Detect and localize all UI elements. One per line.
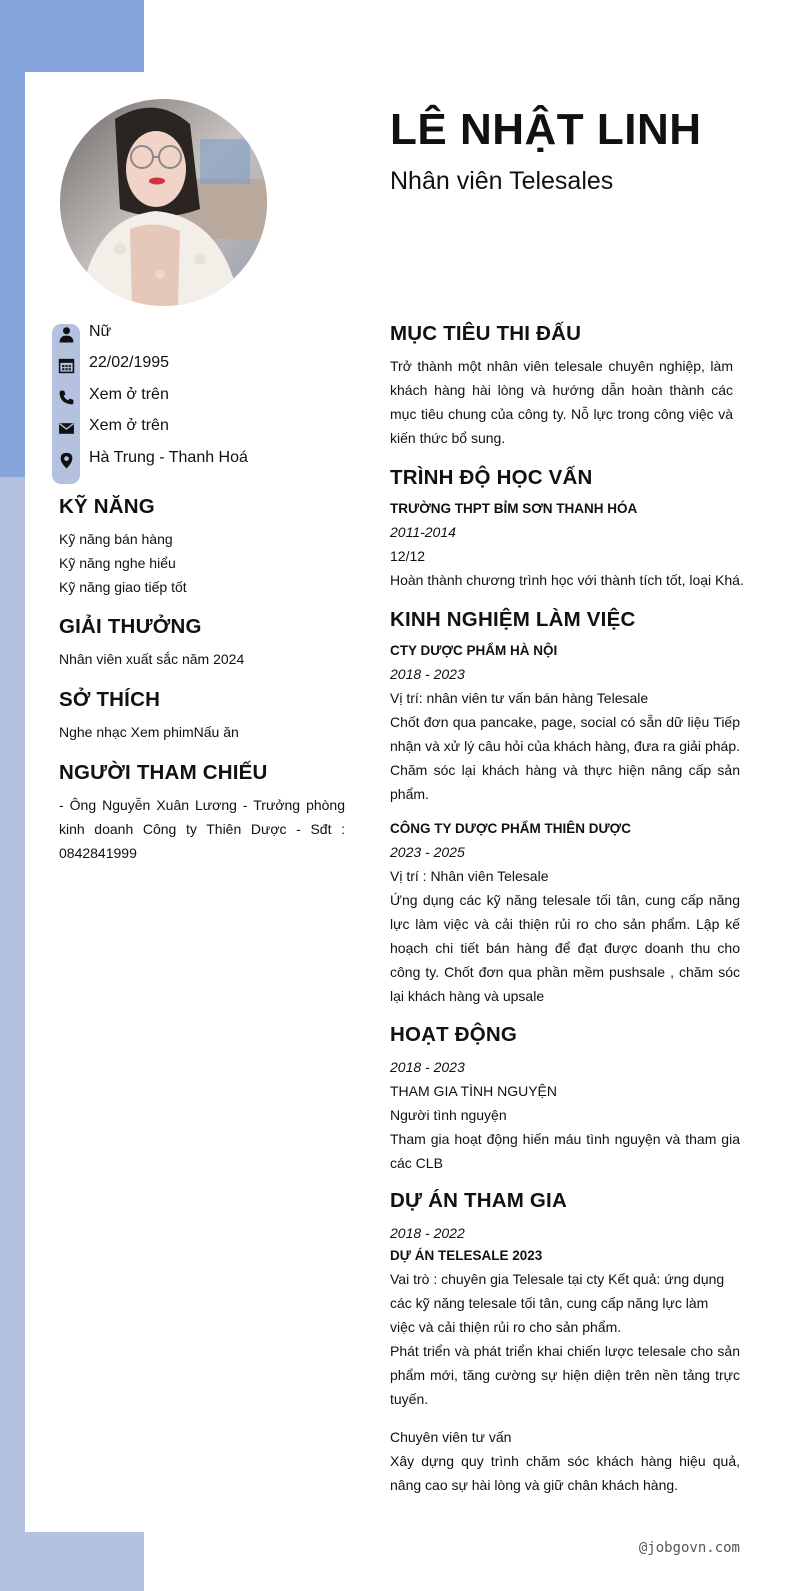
activities-section [390,1022,740,1175]
education-grade: 12/12 [390,548,426,564]
education-description: Hoàn thành chương trình học với thành tích tốt, loại Khá. [390,572,744,588]
candidate-job-title: Nhân viên Telesales [390,167,614,195]
projects-section [390,1188,740,1497]
experience-section [390,607,740,1008]
objective-section [390,321,740,450]
hobbies-text: Nghe nhạc Xem phimNấu ăn [59,724,239,740]
candidate-name: LÊ NHẬT LINH [390,105,702,154]
experience-job [390,640,740,806]
skills-section [59,494,345,599]
profile-photo [60,99,267,306]
job-description: Chốt đơn qua pancake, page, social có sẵn dữ liệu Tiếp nhận và xử lý câu hỏi của khách hàng, đưa ra giải pháp. Chăm sóc lại khách hàng và thực hiện nâng cấp sản phẩm. [390,714,740,802]
references-section [59,760,345,865]
experience-heading: KINH NGHIỆM LÀM VIỆC [390,608,636,631]
contact-gender-value: Nữ [89,323,112,340]
education-heading: TRÌNH ĐỘ HỌC VẤN [390,466,593,489]
job-role: Vị trí: nhân viên tư vấn bán hàng Telesale [390,690,649,706]
education-period: 2011-2014 [390,524,456,540]
education-school: TRƯỜNG THPT BỈM SƠN THANH HÓA [390,501,638,516]
contact-address-value: Hà Trung - Thanh Hoá [89,449,248,466]
activity-period: 2018 - 2023 [390,1059,465,1075]
hobbies-heading: SỞ THÍCH [59,688,161,711]
hobbies-section [59,687,345,744]
job-period: 2023 - 2025 [390,844,465,860]
contact-phone [52,384,352,414]
projects-heading: DỰ ÁN THAM GIA [390,1189,567,1212]
objective-text: Trở thành một nhân viên telesale chuyên nghiệp, làm khách hàng hài lòng và hướng dẫn hoàn thành các mục tiêu chung của công ty. Nỗ lực trong công việc và kiến thức bổ sung. [390,358,733,446]
references-heading: NGƯỜI THAM CHIẾU [59,761,268,784]
project-detail-2: Xây dựng quy trình chăm sóc khách hàng hiệu quả, nâng cao sự hài lòng và giữ chân khách hàng. [390,1453,740,1493]
profile-photo-image [60,99,267,306]
activities-heading: HOẠT ĐỘNG [390,1023,518,1046]
contact-email-value: Xem ở trên [89,417,169,434]
project-name: DỰ ÁN TELESALE 2023 [390,1248,543,1263]
objective-heading: MỤC TIÊU THI ĐẤU [390,322,582,345]
activity-description: Tham gia hoạt động hiến máu tình nguyện và tham gia các CLB [390,1131,740,1171]
skills-heading: KỸ NĂNG [59,495,155,518]
phone-icon [58,389,75,406]
contact-birthdate-value: 22/02/1995 [89,354,170,371]
watermark-text: @jobgovn.com [638,1540,740,1556]
job-description: Ứng dụng các kỹ năng telesale tối tân, cung cấp năng lực làm việc và cải thiện rủi ro cho sản phẩm. Lập kế hoạch chi tiết bán hàng để đạt được doanh thu cho công ty. Chốt đơn qua phần mềm pushsale , chăm sóc lại khách hàng và upsale [390,892,740,1004]
experience-job [390,818,740,1008]
person-icon [58,326,75,343]
activity-name: THAM GIA TÌNH NGUYỆN [390,1083,557,1099]
project-role-text: Vai trò : chuyên gia Telesale tại cty Kết quả: ứng dụng các kỹ năng telesale tối tân, cung cấp năng lực làm việc và cải thiện rủi ro cho sản phẩm. [390,1271,725,1335]
contact-birthdate [52,352,352,382]
mail-icon [58,420,75,437]
awards-heading: GIẢI THƯỞNG [59,615,202,638]
skill-item: Kỹ năng nghe hiểu [59,555,176,571]
skill-item: Kỹ năng giao tiếp tốt [59,579,187,595]
job-company: CÔNG TY DƯỢC PHẨM THIÊN DƯỢC [390,821,631,836]
location-pin-icon [58,452,75,469]
job-company: CTY DƯỢC PHẨM HÀ NỘI [390,643,558,658]
project-role-2: Chuyên viên tư vấn [390,1429,512,1445]
contact-gender [52,321,352,351]
awards-text: Nhân viên xuất sắc năm 2024 [59,651,245,667]
contact-phone-value: Xem ở trên [89,386,169,403]
contact-address [52,447,352,477]
project-period: 2018 - 2022 [390,1225,465,1241]
contact-email [52,415,352,445]
education-section [390,465,744,592]
calendar-icon [58,357,75,374]
job-period: 2018 - 2023 [390,666,465,682]
activity-role: Người tình nguyện [390,1107,507,1123]
project-detail: Phát triển và phát triển khai chiến lược telesale cho sản phẩm mới, tăng cường sự hiện diện trên nền tảng trực tuyến. [390,1343,740,1407]
job-role: Vị trí : Nhân viên Telesale [390,868,549,884]
skill-item: Kỹ năng bán hàng [59,531,173,547]
awards-section [59,614,345,671]
references-text: - Ông Nguyễn Xuân Lương - Trưởng phòng kinh doanh Công ty Thiên Dược - Sđt : 0842841999 [59,797,345,861]
